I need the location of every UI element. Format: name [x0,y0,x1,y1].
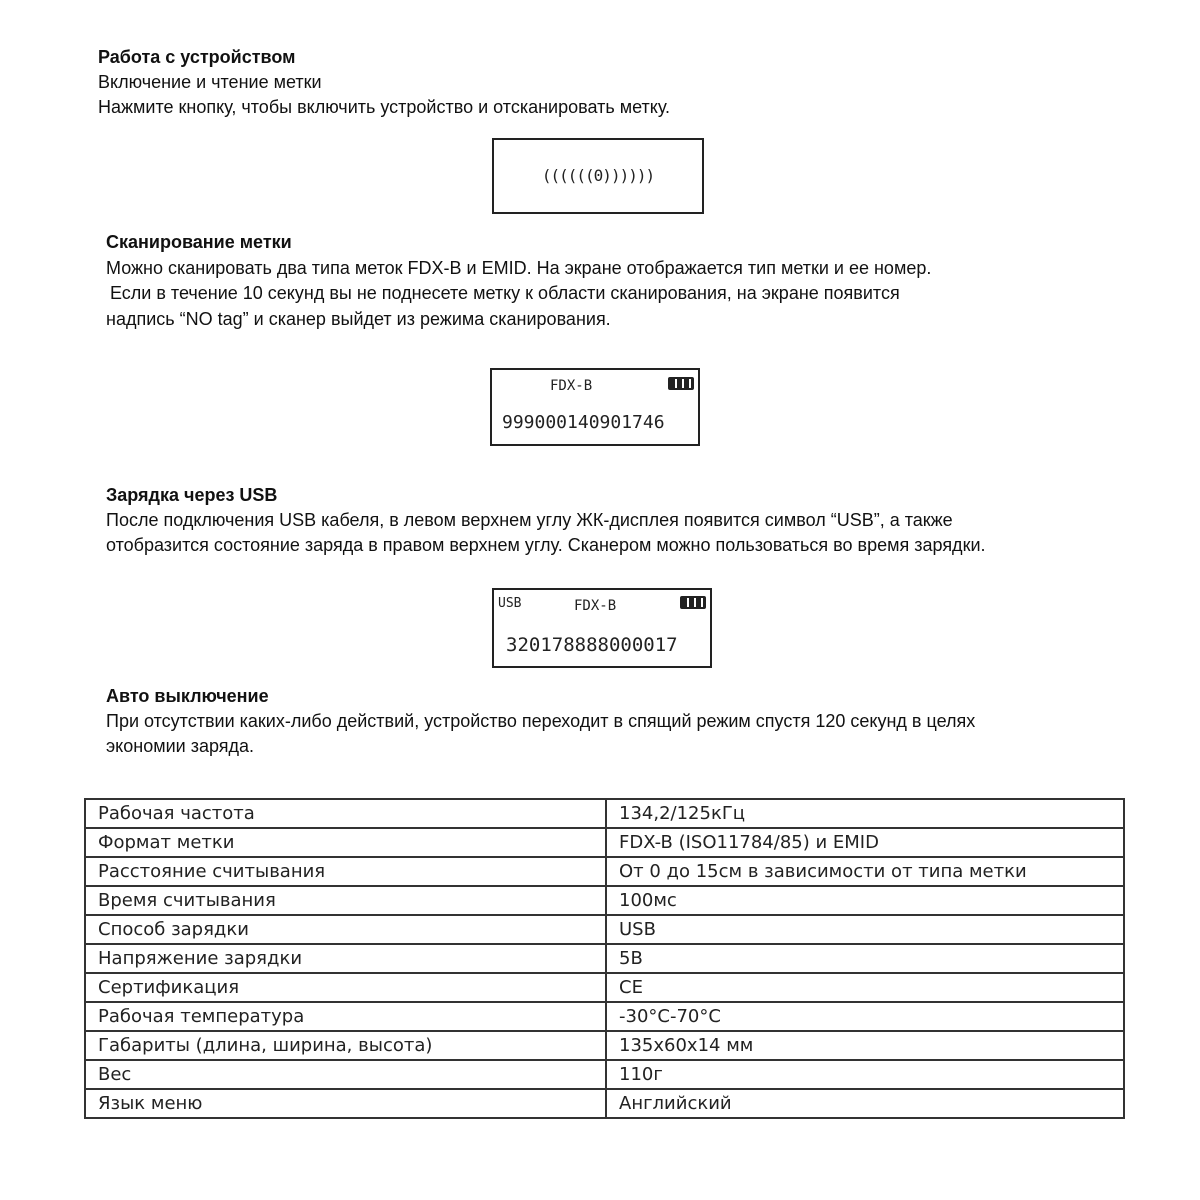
heading-device-operation: Работа с устройством [98,47,296,67]
table-row [85,857,1124,886]
spec-value: 135x60x14 мм [606,1031,1124,1060]
spec-name: Расстояние считывания [85,857,606,886]
spec-name: Напряжение зарядки [85,944,606,973]
heading-tag-scanning: Сканирование метки [106,232,292,252]
battery-icon [668,377,694,390]
table-row [85,886,1124,915]
spec-value: FDX-B (ISO11784/85) и EMID [606,828,1124,857]
table-row [85,1089,1124,1118]
specifications-table [84,798,1125,1119]
table-row [85,828,1124,857]
tag-type: FDX-B [574,598,617,614]
spec-value: Английский [606,1089,1124,1118]
spec-name: Вес [85,1060,606,1089]
heading-usb-charging: Зарядка через USB [106,485,278,505]
spec-name: Сертификация [85,973,606,1002]
table-row [85,973,1124,1002]
spec-name: Время считывания [85,886,606,915]
spec-value: CE [606,973,1124,1002]
spec-name: Формат метки [85,828,606,857]
paragraph-line: отобразится состояние заряда в правом верхнем углу. Сканером можно пользоваться во время зарядки. [106,535,986,555]
table-row [85,1002,1124,1031]
spec-value: От 0 до 15см в зависимости от типа метки [606,857,1124,886]
usb-indicator: USB [498,596,522,611]
table-row [85,799,1124,828]
table-row [85,915,1124,944]
spec-name: Рабочая частота [85,799,606,828]
lcd-scanning-screen [492,138,704,214]
spec-name: Рабочая температура [85,1002,606,1031]
table-row [85,1031,1124,1060]
paragraph-line: После подключения USB кабеля, в левом верхнем углу ЖК-дисплея появится символ “USB”, а также [106,510,953,530]
paragraph-line: экономии заряда. [106,736,255,756]
spec-value: 100мс [606,886,1124,915]
table-row [85,1060,1124,1089]
lcd-usb-screen [492,588,712,668]
spec-name: Габариты (длина, ширина, высота) [85,1031,606,1060]
table-row [85,944,1124,973]
scan-wave-icon: ((((((0)))))) [541,166,655,185]
battery-icon [680,596,706,609]
spec-value: 5В [606,944,1124,973]
spec-name: Способ зарядки [85,915,606,944]
spec-value: USB [606,915,1124,944]
paragraph-line: Если в течение 10 секунд вы не поднесете метку к области сканирования, на экране появится [110,283,900,303]
tag-number: 999000140901746 [502,412,665,433]
spec-value: 110г [606,1060,1124,1089]
tag-type: FDX-B [550,378,593,394]
lcd-tag-screen [490,368,700,446]
subheading-power-on: Включение и чтение метки [98,72,322,92]
tag-number: 320178888000017 [506,634,678,656]
heading-auto-off: Авто выключение [106,686,269,706]
spec-value: 134,2/125кГц [606,799,1124,828]
paragraph-line: надпись “NO tag” и сканер выйдет из режима сканирования. [106,309,611,329]
paragraph-line: При отсутствии каких-либо действий, устройство переходит в спящий режим спустя 120 секунд в целях [106,711,976,731]
spec-name: Язык меню [85,1089,606,1118]
paragraph: Нажмите кнопку, чтобы включить устройство и отсканировать метку. [98,97,671,117]
paragraph-line: Можно сканировать два типа меток FDX-B и EMID. На экране отображается тип метки и ее номер. [106,258,932,278]
spec-value: -30°C-70°C [606,1002,1124,1031]
